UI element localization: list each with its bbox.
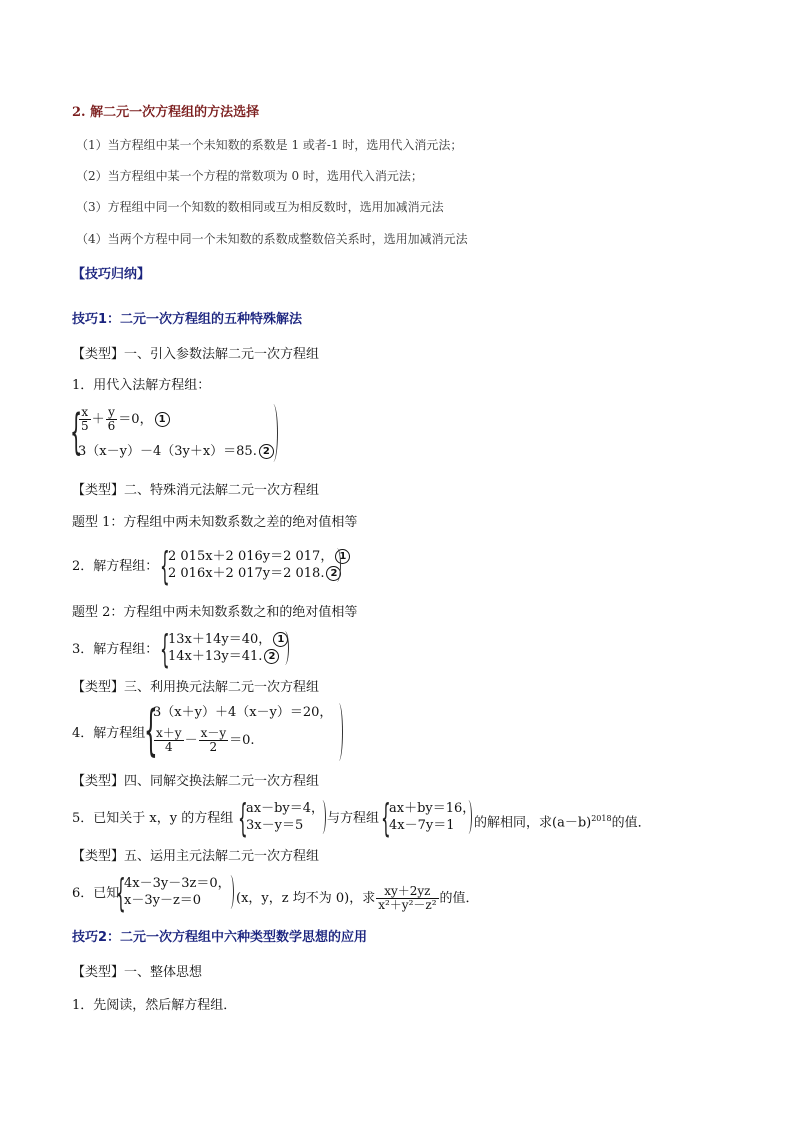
q3-equation-2: 14x＋13y＝41. 2 xyxy=(168,649,279,665)
q2-left-brace: { xyxy=(160,544,170,588)
q2-prompt: 2．解方程组： xyxy=(72,559,159,574)
q5-brace-a: { xyxy=(238,796,248,840)
circled-one-mark: 1 xyxy=(155,412,170,427)
q5-mid-text: 与方程组 xyxy=(327,811,380,826)
skill2-title: 技巧2：二元一次方程组中六种类型数学思想的应用 xyxy=(72,930,368,945)
q5-brace-b: { xyxy=(381,796,391,840)
q4-right-paren xyxy=(336,703,343,761)
q2-equation-2: 2 016x＋2 017y＝2 018. 2 xyxy=(168,566,341,582)
q2-equation-1: 2 015x＋2 016y＝2 017， 1 xyxy=(168,549,350,565)
method-item-2: （2）当方程组中某一个方程的常数项为 0 时，选用代入消元法； xyxy=(76,169,423,183)
q3-equation-1: 13x＋14y＝40， 1 xyxy=(168,632,288,648)
q6-equation-2: x－3y－z＝0 xyxy=(124,893,202,908)
q6-condition: (x，y，z 均不为 0)，求 $\frac{xy+2yz}{\text{x²＋y²－z²}}$ 的值． xyxy=(236,884,479,912)
skill1-title: 技巧1：二元一次方程组的五种特殊解法 xyxy=(72,312,303,327)
q5-system-a-eq2: 3x－y＝5 xyxy=(246,818,304,833)
q4-equation-1: 3（x＋y）＋4（x－y）＝20， xyxy=(153,705,333,720)
q1-equation-1: $\frac{x}{5}$ ＋ $\frac{y}{6}$ ＝0， 1 xyxy=(78,406,170,433)
section-title-method-choice: 2. 解二元一次方程组的方法选择 xyxy=(72,105,260,120)
q5-tail: 的解相同，求$(a-b)^{2018}$的值． xyxy=(474,814,651,831)
q1-equation-2: 3（x－y）－4（3y＋x）＝85. 2 xyxy=(78,444,274,460)
subtype-2: 题型 2：方程组中两未知数系数之和的绝对值相等 xyxy=(72,605,358,620)
q6-prompt: 6．已知 xyxy=(72,886,120,901)
method-item-3: （3）方程组中同一个知数的数相同或互为相反数时，选用加减消元法 xyxy=(76,200,444,214)
q5-paren-b xyxy=(466,800,472,834)
q4-prompt: 4．解方程组 xyxy=(72,726,146,741)
circled-two-mark: 2 xyxy=(259,444,274,459)
method-item-1: （1）当方程组中某一个未知数的系数是 1 或者-1 时，选用代入消元法； xyxy=(76,138,463,152)
q6-right-paren xyxy=(228,875,234,909)
subtype-1: 题型 1：方程组中两未知数系数之差的绝对值相等 xyxy=(72,515,358,530)
q6-equation-1: 4x－3y－3z＝0， xyxy=(124,876,231,891)
skill1-type1: 【类型】一、引入参数法解二元一次方程组 xyxy=(72,347,320,362)
skill2-type1: 【类型】一、整体思想 xyxy=(72,965,203,980)
q1-left-brace: { xyxy=(70,404,83,460)
q6-left-brace: { xyxy=(116,871,126,915)
skill1-type5: 【类型】五、运用主元法解二元一次方程组 xyxy=(72,849,320,864)
q5-paren-a xyxy=(320,800,326,834)
q5-system-b-eq2: 4x－7y＝1 xyxy=(389,818,455,833)
q3-left-brace: { xyxy=(160,627,170,671)
method-item-4: （4）当两个方程中同一个未知数的系数成整数倍关系时，选用加减消元法 xyxy=(76,232,468,246)
summary-heading: 【技巧归纳】 xyxy=(72,267,151,282)
skill1-type4: 【类型】四、同解交换法解二元一次方程组 xyxy=(72,774,320,789)
q4-left-brace: { xyxy=(144,699,158,762)
skill2-q1-prompt: 1．先阅读，然后解方程组． xyxy=(72,998,237,1013)
skill1-type3: 【类型】三、利用换元法解二元一次方程组 xyxy=(72,680,320,695)
q5-prompt: 5．已知关于 x，y 的方程组 xyxy=(72,811,234,826)
q5-system-a-eq1: ax－by＝4， xyxy=(246,801,325,816)
q5-system-b-eq1: ax＋by＝16， xyxy=(389,801,476,816)
q3-prompt: 3．解方程组： xyxy=(72,642,159,657)
q4-equation-2: $\frac{x+y}{4}$ － $\frac{x-y}{2}$ ＝0. xyxy=(156,726,255,754)
skill1-type2: 【类型】二、特殊消元法解二元一次方程组 xyxy=(72,483,320,498)
q1-right-paren xyxy=(270,404,278,462)
q1-prompt: 1．用代入法解方程组： xyxy=(72,378,211,393)
q3-right-paren xyxy=(282,631,289,665)
